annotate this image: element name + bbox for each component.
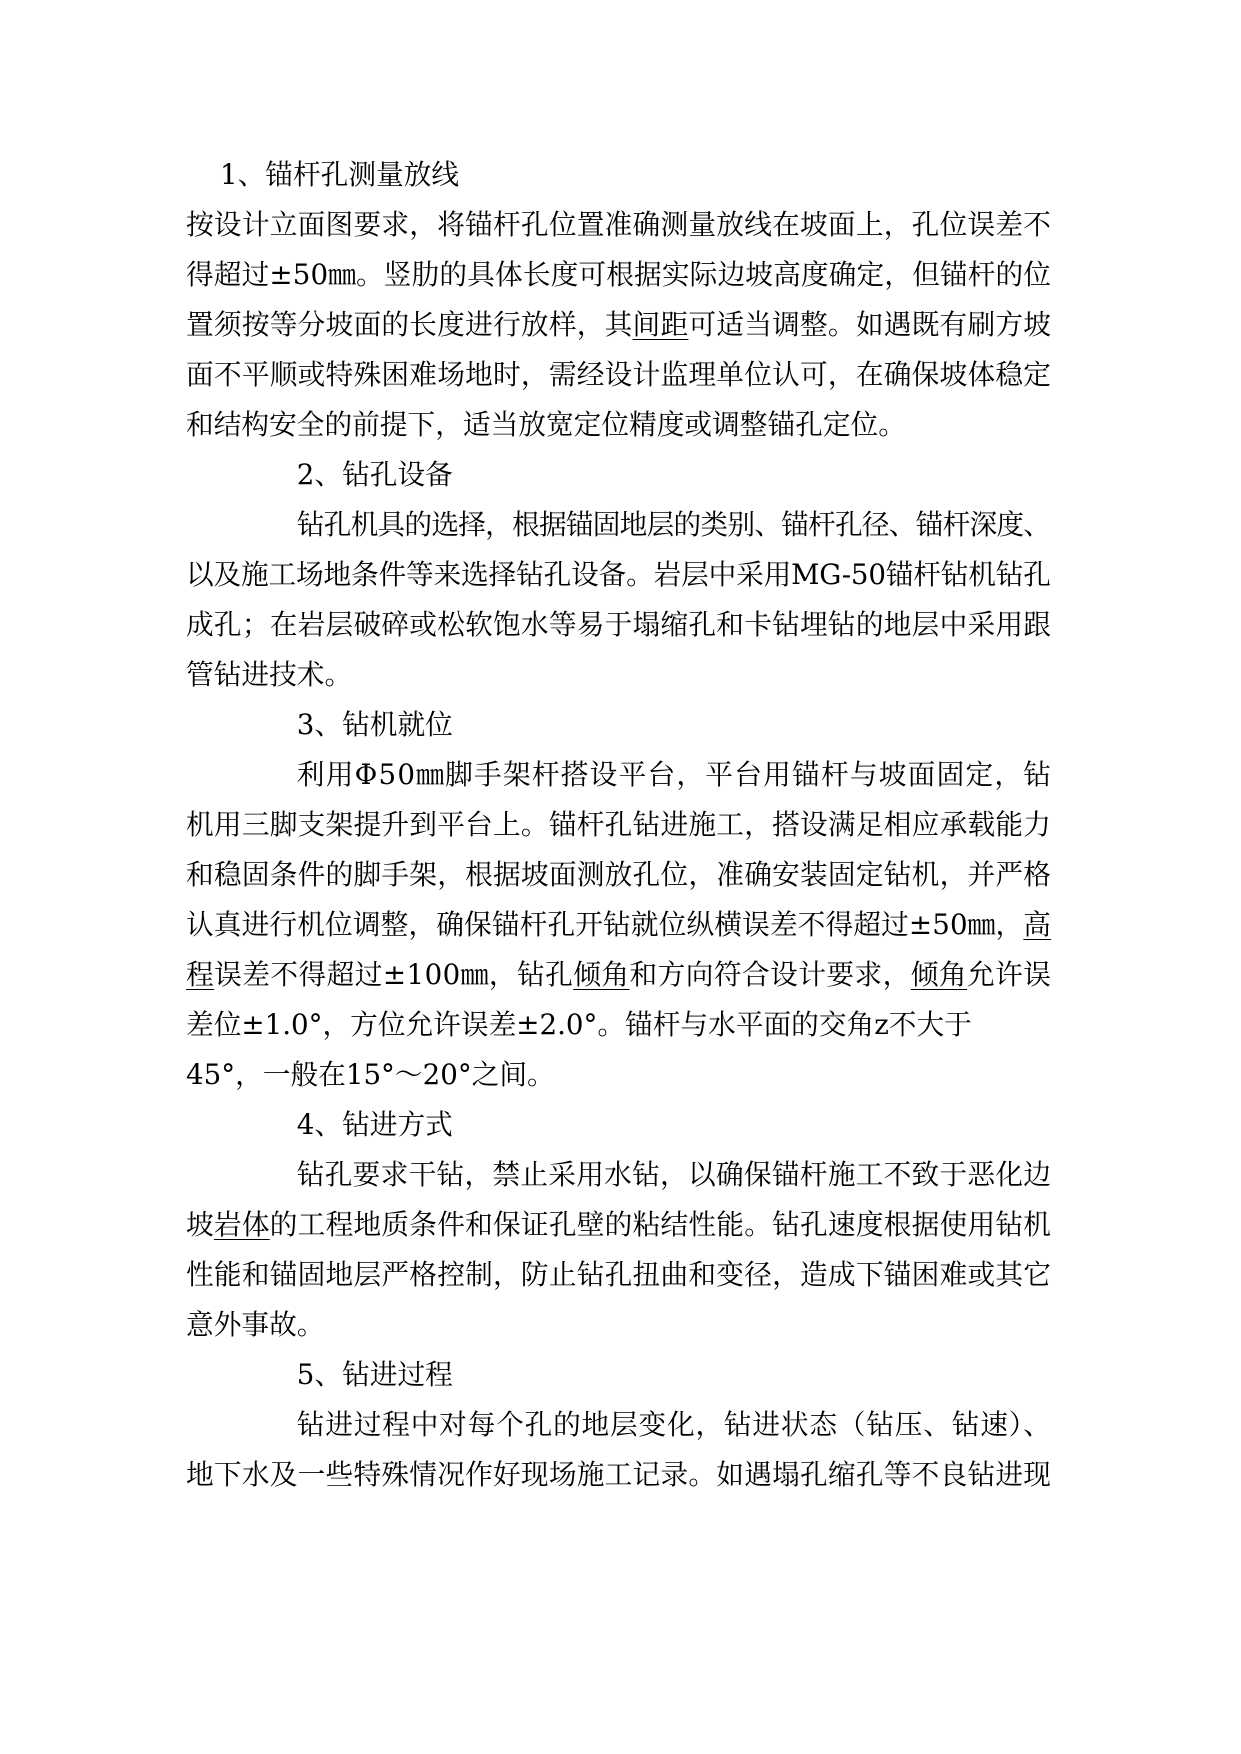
text-line	[186, 950, 1051, 1000]
text-line	[186, 400, 1051, 450]
text-line	[186, 1250, 1051, 1300]
text-segment: 允许误	[967, 958, 1052, 991]
section-heading-text: 1、锚杆孔测量放线	[220, 158, 460, 191]
document-body	[186, 150, 1051, 1500]
text-line	[186, 750, 1051, 800]
text-line-content: 和稳固条件的脚手架，根据坡面测放孔位，准确安装固定钻机，并严格	[186, 858, 1052, 891]
section-heading-text: 2、钻孔设备	[296, 458, 453, 491]
text-line	[186, 1150, 1051, 1200]
text-line-content: 钻孔要求干钻，禁止采用水钻，以确保锚杆施工不致于恶化边	[296, 1158, 1052, 1191]
text-segment: 的工程地质条件和保证孔壁的粘结性能。钻孔速度根据使用钻机	[269, 1208, 1052, 1241]
underlined-term: 倾角	[573, 958, 630, 991]
text-line-content: 成孔；在岩层破碎或松软饱水等易于塌缩孔和卡钻埋钻的地层中采用跟	[186, 608, 1052, 641]
text-line	[186, 650, 1051, 700]
text-line-content: 管钻进技术。	[186, 658, 353, 691]
text-line	[186, 1450, 1051, 1500]
text-line	[186, 350, 1051, 400]
text-segment: 置须按等分坡面的长度进行放样，其	[186, 308, 633, 341]
text-line-content	[186, 308, 1051, 341]
underlined-term: 岩体	[213, 1208, 270, 1241]
text-segment: 和方向符合设计要求，	[629, 958, 911, 991]
text-line-content: 机用三脚支架提升到平台上。锚杆孔钻进施工，搭设满足相应承载能力	[186, 808, 1052, 841]
section-heading-text: 4、钻进方式	[296, 1108, 453, 1141]
text-line-content: 按设计立面图要求，将锚杆孔位置准确测量放线在坡面上，孔位误差不	[186, 208, 1052, 241]
text-line-content: 意外事故。	[186, 1308, 325, 1341]
text-line	[186, 600, 1051, 650]
text-segment: 认真进行机位调整，确保锚杆孔开钻就位纵横误差不得超过±50㎜，	[186, 908, 1024, 941]
underlined-term: 间距	[632, 308, 689, 341]
text-line	[186, 500, 1051, 550]
section-heading-text: 3、钻机就位	[296, 708, 453, 741]
text-line	[186, 1400, 1051, 1450]
section-heading-1	[186, 150, 1051, 200]
text-line-content: 钻孔机具的选择，根据锚固地层的类别、锚杆孔径、锚杆深度、	[296, 508, 1051, 541]
text-line-content: 利用Φ50㎜脚手架杆搭设平台，平台用锚杆与坡面固定，钻	[296, 758, 1053, 791]
section-heading-text: 5、钻进过程	[296, 1358, 453, 1391]
text-segment: 可适当调整。如遇既有刷方坡	[688, 308, 1052, 341]
text-line-content: 面不平顺或特殊困难场地时，需经设计监理单位认可，在确保坡体稳定	[186, 358, 1052, 391]
text-line	[186, 1000, 1051, 1050]
text-line	[186, 200, 1051, 250]
underlined-term: 高	[1023, 908, 1052, 941]
text-line	[186, 850, 1051, 900]
text-line	[186, 1050, 1051, 1100]
section-heading-5	[186, 1350, 1051, 1400]
text-segment: 坡	[186, 1208, 214, 1241]
text-line-content: 45°，一般在15°～20°之间。	[186, 1058, 555, 1091]
text-line-content: 差位±1.0°，方位允许误差±2.0°。锚杆与水平面的交角z不大于	[186, 1008, 972, 1041]
text-line	[186, 250, 1051, 300]
text-line	[186, 300, 1051, 350]
underlined-term: 倾角	[910, 958, 968, 991]
text-line	[186, 550, 1051, 600]
text-line	[186, 800, 1051, 850]
text-line-content: 钻进过程中对每个孔的地层变化，钻进状态（钻压、钻速）、	[296, 1408, 1052, 1441]
section-heading-2	[186, 450, 1051, 500]
text-line	[186, 900, 1051, 950]
text-line-content: 地下水及一些特殊情况作好现场施工记录。如遇塌孔缩孔等不良钻进现	[186, 1458, 1052, 1491]
text-line-content	[186, 1208, 1051, 1241]
text-line-content: 性能和锚固地层严格控制，防止钻孔扭曲和变径，造成下锚困难或其它	[186, 1258, 1052, 1291]
text-line-content: 得超过±50㎜。竖肋的具体长度可根据实际边坡高度确定，但锚杆的位	[186, 258, 1052, 291]
text-line	[186, 1200, 1051, 1250]
text-segment: 误差不得超过±100㎜，钻孔	[214, 958, 574, 991]
text-line-content: 以及施工场地条件等来选择钻孔设备。岩层中采用MG-50锚杆钻机钻孔	[186, 558, 1051, 591]
section-heading-3	[186, 700, 1051, 750]
section-heading-4	[186, 1100, 1051, 1150]
text-line-content	[186, 958, 1051, 991]
underlined-term: 程	[186, 958, 215, 991]
text-line-content	[186, 908, 1051, 941]
text-line	[186, 1300, 1051, 1350]
text-line-content: 和结构安全的前提下，适当放宽定位精度或调整锚孔定位。	[186, 408, 906, 441]
